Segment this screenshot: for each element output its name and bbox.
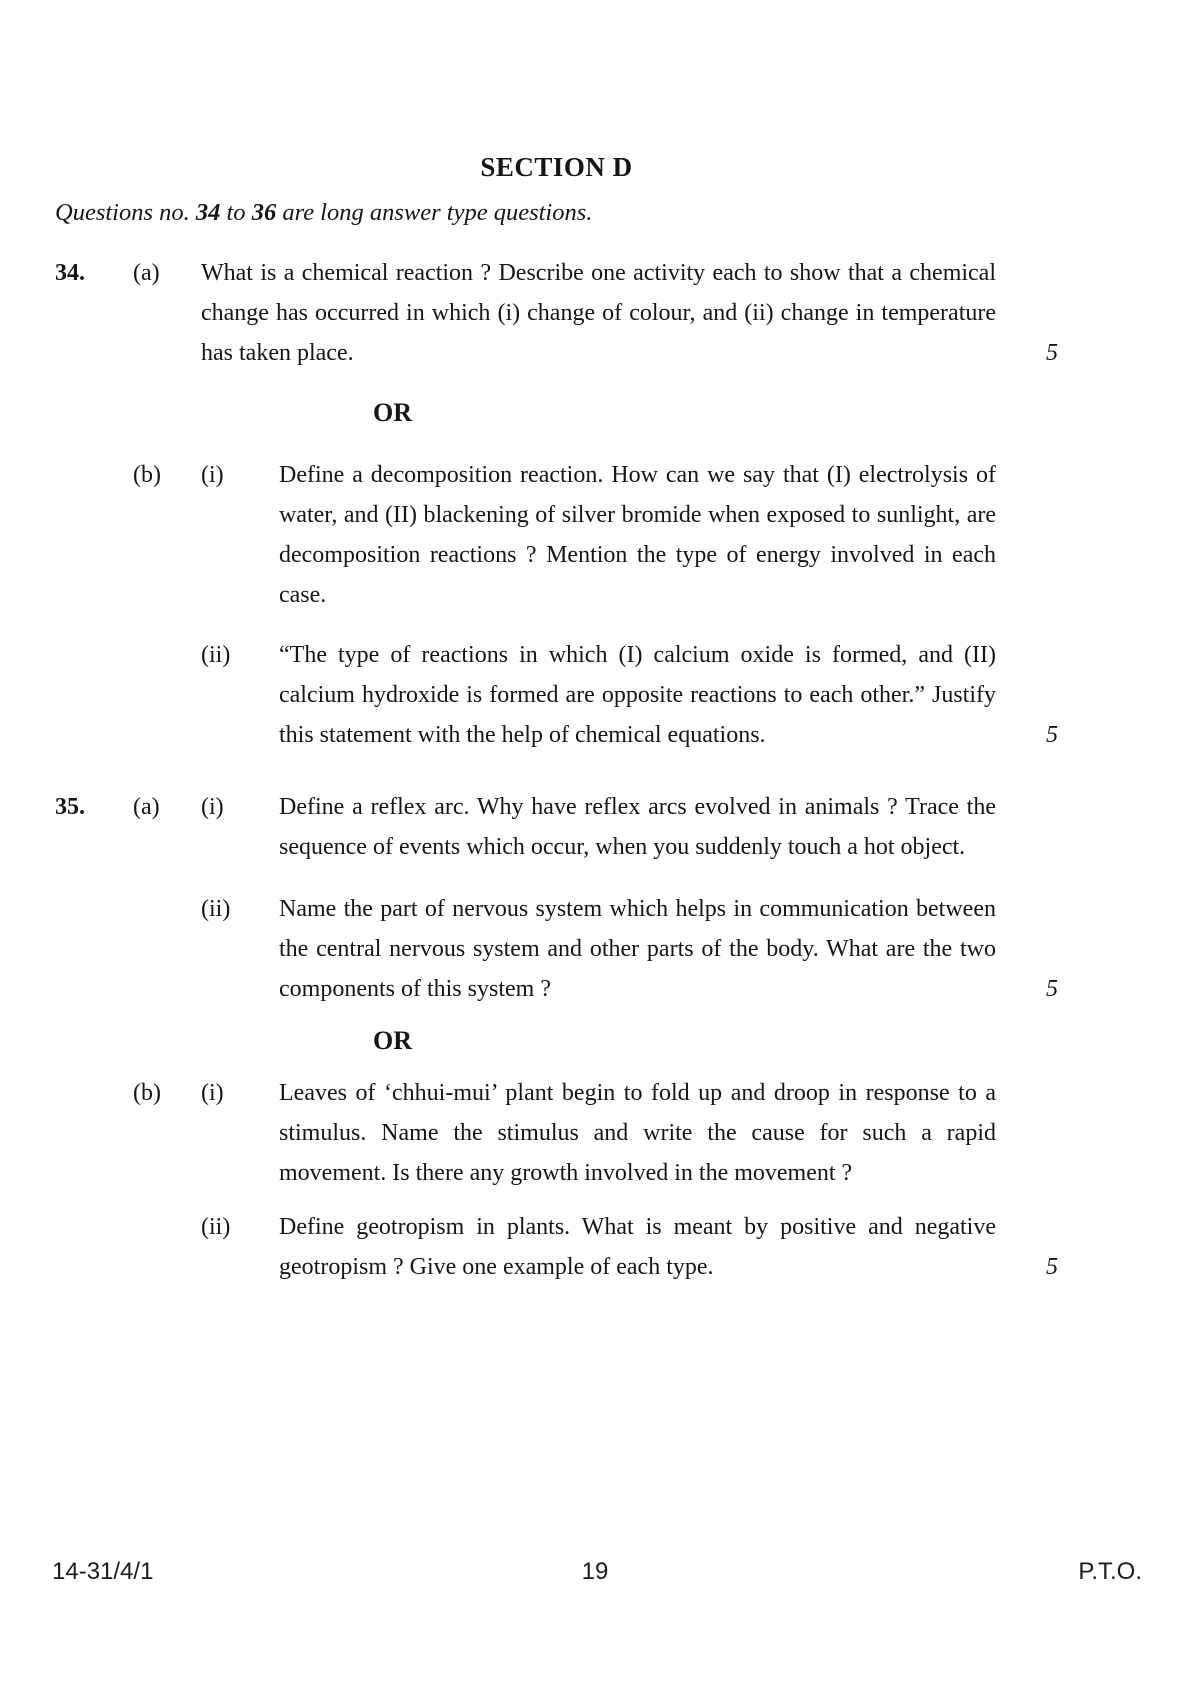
question-text: “The type of reactions in which (I) calcium oxide is formed, and (II) calcium hydroxide is formed are opposite reactions to each other.” Justify this statement with the help of chemical equations. — [279, 642, 996, 748]
question-text: Name the part of nervous system which helps in communication between the central nervous system and other parts of the body. What are the two components of this system ? — [279, 896, 996, 1002]
column-spacer — [55, 455, 133, 615]
question-35b-ii-row — [55, 1207, 1058, 1287]
instruction-text-post: are long answer type questions. — [276, 199, 593, 226]
sub-question-label: (a) — [133, 794, 160, 820]
roman-label: (i) — [201, 794, 224, 820]
question-35a-i-row — [55, 787, 1058, 867]
roman-label: (ii) — [201, 896, 231, 922]
marks-value: 5 — [1046, 340, 1058, 366]
question-number: 34. — [55, 260, 85, 286]
column-spacer — [55, 1207, 133, 1287]
column-spacer — [55, 635, 133, 755]
column-spacer — [133, 1207, 201, 1287]
question-34a-row — [55, 253, 1058, 373]
sub-question-label: (b) — [133, 462, 161, 488]
instruction-question-from: 34 — [195, 199, 221, 226]
roman-label: (i) — [201, 462, 224, 488]
question-number: 35. — [55, 794, 85, 820]
or-separator: OR — [373, 1026, 412, 1055]
marks-value: 5 — [1046, 976, 1058, 1002]
marks-value: 5 — [1046, 722, 1058, 748]
question-text: Define a reflex arc. Why have reflex arcs evolved in animals ? Trace the sequence of events which occur, when you suddenly touch a hot object. — [279, 794, 996, 860]
instruction-text-mid: to — [220, 199, 252, 226]
question-35a-ii-row — [55, 889, 1058, 1009]
page-number: 19 — [581, 1558, 609, 1585]
sub-question-label: (a) — [133, 260, 160, 286]
instruction-question-to: 36 — [251, 199, 277, 226]
question-34b-i-row — [55, 455, 1058, 615]
marks-value: 5 — [1046, 1254, 1058, 1280]
section-instruction — [55, 197, 1058, 229]
column-spacer — [55, 1073, 133, 1193]
question-text: Define geotropism in plants. What is meant by positive and negative geotropism ? Give one example of each type. — [279, 1214, 996, 1280]
paper-code: 14-31/4/1 — [52, 1558, 154, 1585]
question-text: Leaves of ‘chhui-mui’ plant begin to fold up and droop in response to a stimulus. Name the stimulus and write the cause for such a rapid movement. Is there any growth involved in the movement ? — [279, 1080, 996, 1186]
or-separator: OR — [373, 398, 412, 427]
roman-label: (ii) — [201, 642, 231, 668]
question-text: Define a decomposition reaction. How can we say that (I) electrolysis of water, and (II) blackening of silver bromide when exposed to sunlight, are decomposition reactions ? Mention the type of energy involved in each case. — [279, 462, 996, 608]
column-spacer — [55, 889, 133, 1009]
instruction-text-pre: Questions no. — [55, 199, 196, 226]
question-34b-ii-row — [55, 635, 1058, 755]
column-spacer — [133, 889, 201, 1009]
column-spacer — [133, 635, 201, 755]
section-title: SECTION D — [480, 152, 633, 182]
pto-label: P.T.O. — [1078, 1558, 1142, 1585]
question-text: What is a chemical reaction ? Describe one activity each to show that a chemical change has occurred in which (i) change of colour, and (ii) change in temperature has taken place. — [201, 260, 996, 366]
page-footer — [0, 1558, 1190, 1592]
sub-question-label: (b) — [133, 1080, 161, 1106]
roman-label: (i) — [201, 1080, 224, 1106]
question-35b-i-row — [55, 1073, 1058, 1193]
roman-label: (ii) — [201, 1214, 231, 1240]
